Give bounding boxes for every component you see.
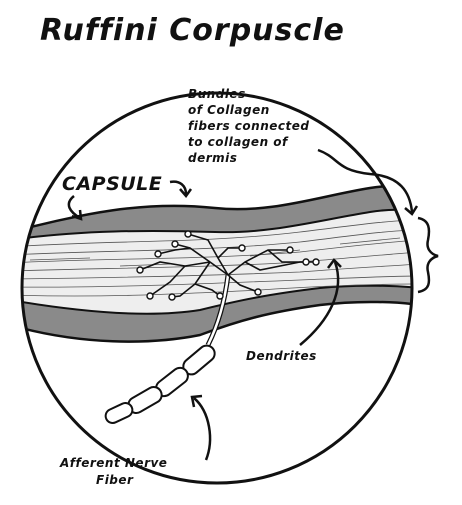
dendrite-ending <box>185 231 191 237</box>
dendrite-ending <box>239 245 245 251</box>
dendrite-ending <box>255 289 261 295</box>
dendrite-ending <box>287 247 293 253</box>
collagen-line-3: fibers connected <box>188 119 310 133</box>
dendrite-ending <box>147 293 153 299</box>
dendrite-ending <box>169 294 175 300</box>
afferent-label-line-2: Fiber <box>96 473 134 487</box>
collagen-brace <box>418 218 438 292</box>
dendrite-ending <box>155 251 161 257</box>
collagen-line-2: of Collagen <box>188 103 270 117</box>
dendrites-label: Dendrites <box>246 349 317 363</box>
afferent-label-line-1: Afferent Nerve <box>60 456 168 470</box>
dendrite-ending <box>303 259 309 265</box>
dendrite-ending <box>313 259 319 265</box>
collagen-line-1: Bundles <box>188 87 246 101</box>
dendrite-ending <box>217 293 223 299</box>
collagen-line-4: to collagen of <box>188 135 288 149</box>
capsule-label: CAPSULE <box>62 173 163 195</box>
dendrite-ending <box>137 267 143 273</box>
diagram-title: Ruffini Corpuscle <box>40 13 345 48</box>
collagen-line-5: dermis <box>188 151 238 165</box>
dendrite-ending <box>172 241 178 247</box>
